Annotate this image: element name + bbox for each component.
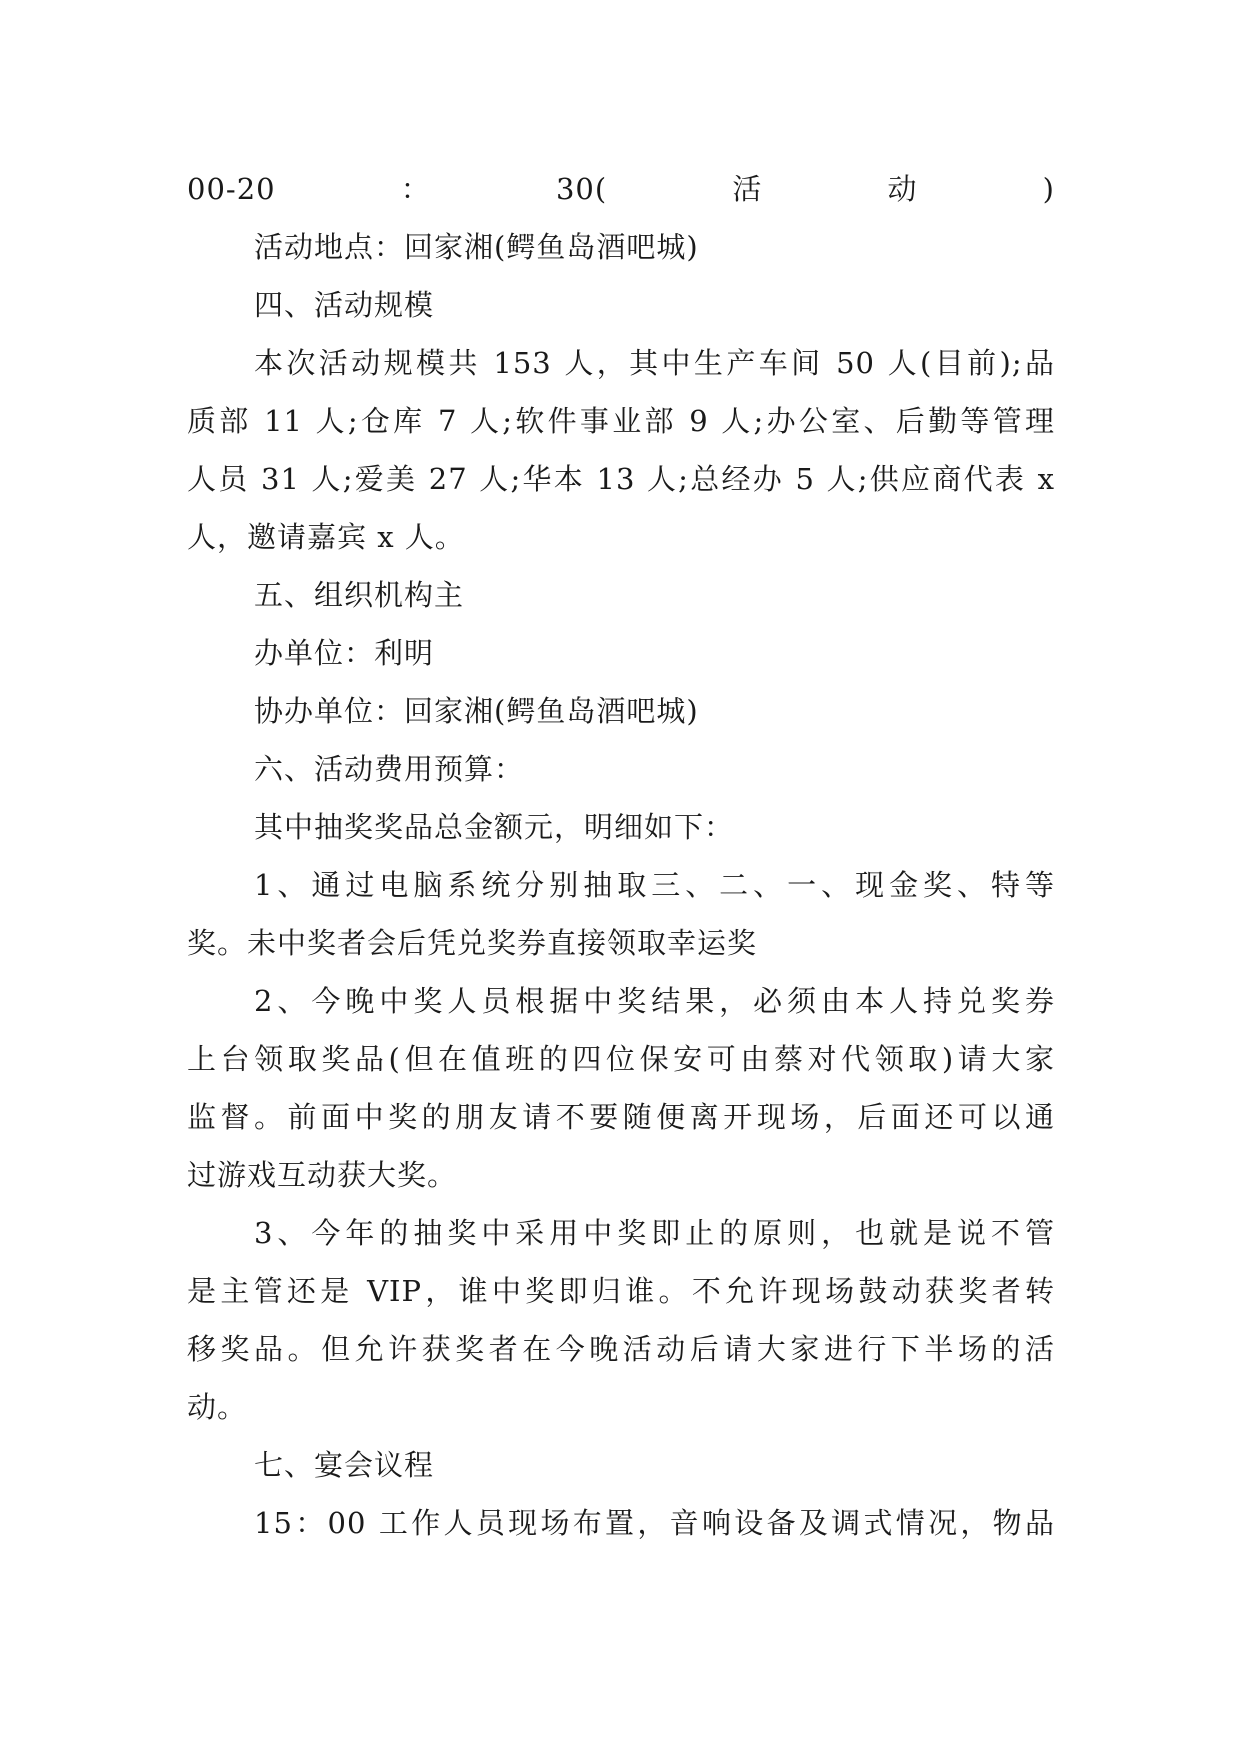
- section-heading: 七、宴会议程: [254, 1448, 435, 1482]
- text-line: 动。: [187, 1390, 248, 1424]
- text-line: 2、今晚中奖人员根据中奖结果，必须由本人持兑奖券: [254, 984, 1055, 1018]
- text-line: 奖。未中奖者会后凭兑奖券直接领取幸运奖: [187, 926, 758, 960]
- text-line: 过游戏互动获大奖。: [187, 1158, 458, 1192]
- section-heading: 六、活动费用预算：: [254, 752, 525, 786]
- text-line: 监督。前面中奖的朋友请不要随便离开现场，后面还可以通: [187, 1100, 1055, 1134]
- text-line: 质部 11 人;仓库 7 人;软件事业部 9 人;办公室、后勤等管理: [187, 404, 1055, 438]
- text-line: 移奖品。但允许获奖者在今晚活动后请大家进行下半场的活: [187, 1332, 1055, 1366]
- text-line: 人员 31 人;爱美 27 人;华本 13 人;总经办 5 人;供应商代表 x: [187, 462, 1055, 496]
- text-line: 办单位：利明: [254, 636, 435, 670]
- section-heading: 五、组织机构主: [254, 578, 465, 612]
- text-line: 3、今年的抽奖中采用中奖即止的原则，也就是说不管: [254, 1216, 1055, 1250]
- text-line: 1、通过电脑系统分别抽取三、二、一、现金奖、特等: [254, 868, 1055, 902]
- text-line: 15：00 工作人员现场布置，音响设备及调式情况，物品: [254, 1506, 1055, 1540]
- text-line: 00-20：30(活动): [187, 172, 1055, 206]
- text-line: 本次活动规模共 153 人，其中生产车间 50 人(目前);品: [254, 346, 1055, 380]
- text-line: 人，邀请嘉宾 x 人。: [187, 520, 465, 554]
- section-heading: 四、活动规模: [254, 288, 435, 322]
- text-line: 活动地点：回家湘(鳄鱼岛酒吧城): [254, 230, 699, 264]
- document-page: [187, 160, 1055, 1552]
- text-line: 其中抽奖奖品总金额元，明细如下：: [254, 810, 735, 844]
- text-line: 是主管还是 VIP，谁中奖即归谁。不允许现场鼓动获奖者转: [187, 1274, 1055, 1308]
- text-line: 协办单位：回家湘(鳄鱼岛酒吧城): [254, 694, 699, 728]
- text-line: 上台领取奖品(但在值班的四位保安可由蔡对代领取)请大家: [187, 1042, 1055, 1076]
